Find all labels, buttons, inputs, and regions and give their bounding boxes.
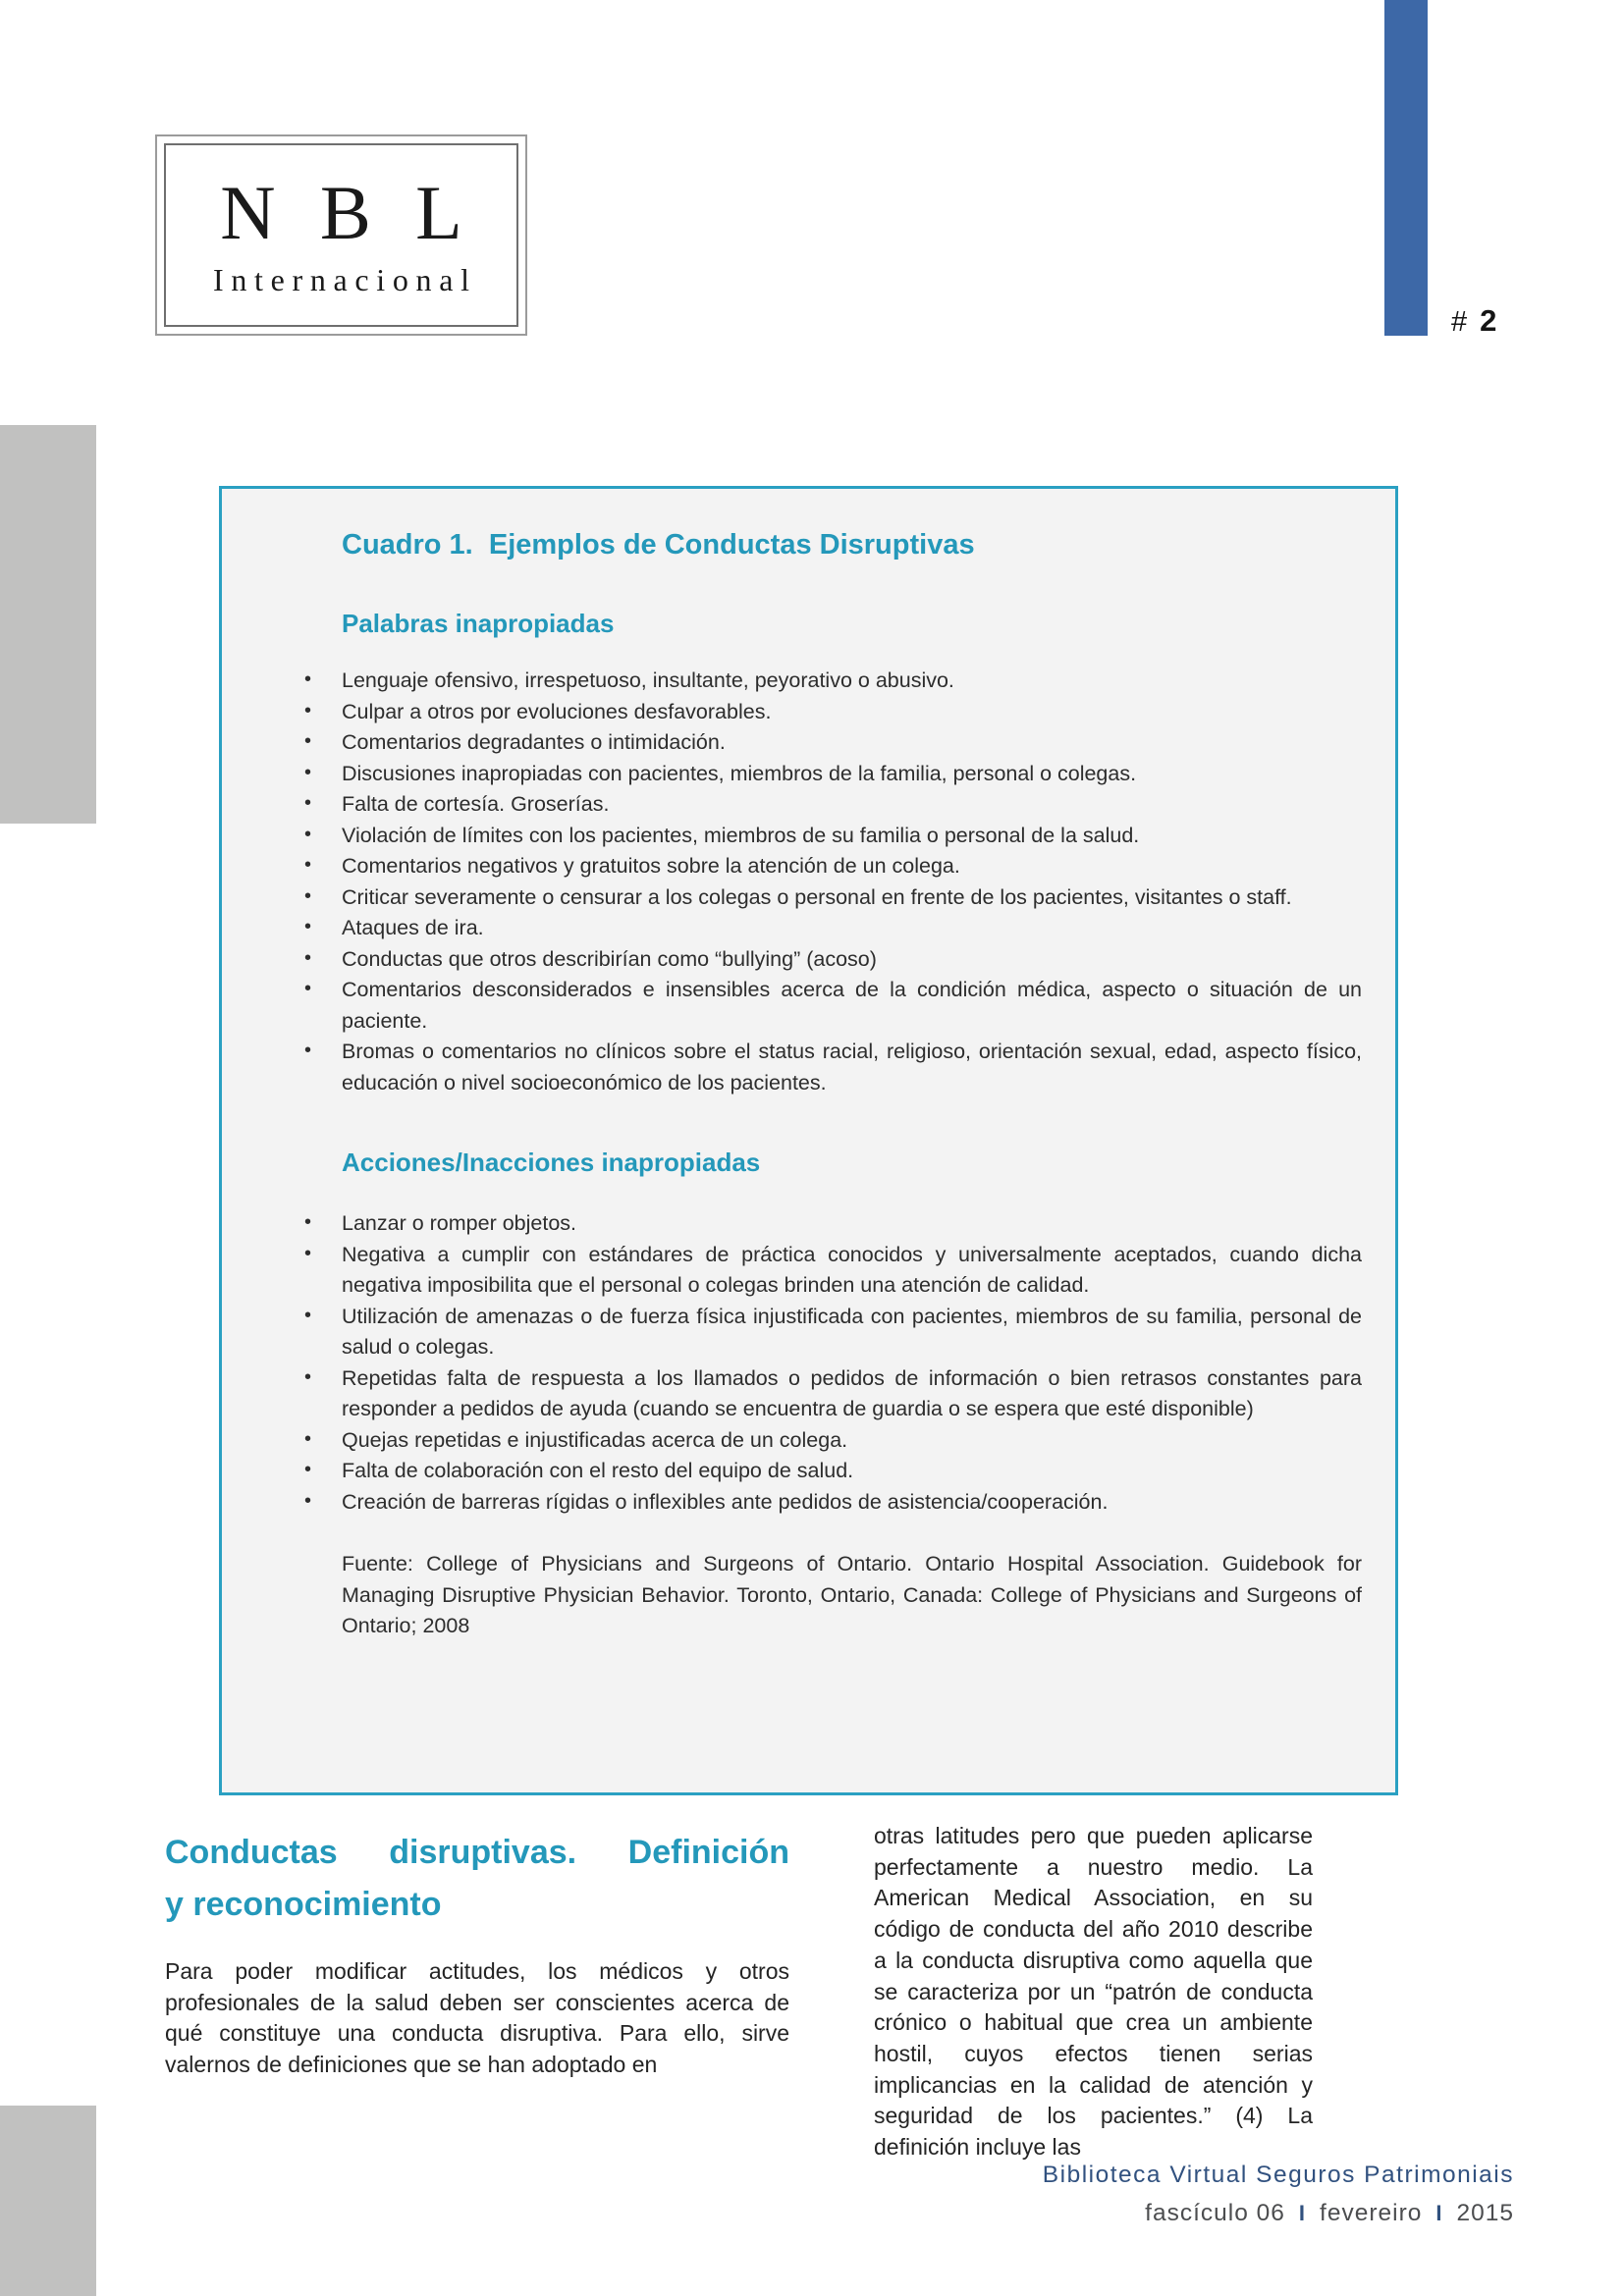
bullet-text: Comentarios negativos y gratuitos sobre la atención de un colega. [342,854,960,878]
bullet-text: Bromas o comentarios no clínicos sobre el status racial, religioso, orientación sexual, edad, aspecto físico, educación o nivel socioeconómico de los pacientes. [342,1040,1362,1095]
logo-title: NBL [220,169,507,255]
bullet-item [304,913,1362,944]
bullet-text: Ataques de ira. [342,916,484,939]
bullet-item [304,1487,1362,1519]
bullet-list-acciones [304,1208,1362,1518]
bullet-item [304,944,1362,976]
top-accent-bar [1384,0,1428,336]
bullet-list-palabras [304,666,1362,1098]
bullet-icon: • [304,1427,312,1450]
bullet-icon: • [304,1304,312,1326]
bullet-text: Quejas repetidas e injustificadas acerca de un colega. [342,1427,848,1452]
bullet-item [304,727,1362,759]
bullet-icon: • [304,699,312,721]
bullet-text: Violación de límites con los pacientes, miembros de su familia o personal de la salud. [342,823,1140,847]
bullet-text: Lanzar o romper objetos. [342,1211,577,1235]
bullet-icon: • [304,1459,312,1480]
section-heading-palabras: Palabras inapropiadas [342,609,615,638]
left-margin-bar-top [0,425,96,824]
bullet-item [304,666,1362,697]
bullet-icon: • [304,730,312,752]
bullet-item [304,1456,1362,1487]
footer-separator-icon: I [1435,2201,1443,2225]
footer-title: Biblioteca Virtual Seguros Patrimoniais [1042,2162,1514,2188]
bullet-icon: • [304,884,312,907]
article-paragraph-right: otras latitudes pero que pueden aplicarse perfectamente a nuestro medio. La American Medical Association, en su código de conducta del año 2010 describe a la conducta disruptiva como aquella que se caracteriza por un “patrón de conducta crónico o habitual que crea un ambiente hostil, cuyos efectos tienen serias implicancias en la calidad de atención y seguridad de los pacientes.” (4) La definición incluye las [874,1823,1313,2161]
bullet-text: Lenguaje ofensivo, irrespetuoso, insultante, peyorativo o abusivo. [342,668,954,692]
footer-issue-line [1043,2197,1514,2230]
bullet-text: Repetidas falta de respuesta a los llamados o pedidos de información o bien retrasos constantes para responder a pedidos de ayuda (cuando se encuentra de guardia o se espera que esté disponible) [342,1365,1362,1420]
footer-month: fevereiro [1320,2200,1423,2226]
nbl-logo-frame [164,143,518,327]
article-left-column [165,1827,789,2081]
article-heading-line1: Conductas disruptivas. Definición [165,1834,789,1871]
cuadro-title: Cuadro 1. Ejemplos de Conductas Disruptivas [342,529,975,561]
bullet-item [304,1363,1362,1425]
bullet-text: Utilización de amenazas o de fuerza física injustificada con pacientes, miembros de su familia, personal de salud o colegas. [342,1304,1362,1359]
bullet-item [304,697,1362,728]
left-margin-bar-bottom [0,2106,96,2296]
article-paragraph-left: Para poder modificar actitudes, los médicos y otros profesionales de la salud deben ser conscientes acerca de qué constituye una conducta disruptiva. Para ello, sirve valernos de definiciones que se han adoptado en [165,1958,789,2078]
bullet-text: Falta de cortesía. Groserías. [342,792,610,816]
bullet-icon: • [304,916,312,937]
bullet-item [304,821,1362,852]
bullet-icon: • [304,1211,312,1233]
section-heading-acciones: Acciones/Inacciones inapropiadas [342,1148,761,1177]
bullet-item [304,1037,1362,1098]
bullet-item [304,1302,1362,1363]
bullet-text: Criticar severamente o censurar a los colegas o personal en frente de los pacientes, visitantes o staff. [342,884,1292,909]
bullet-item [304,851,1362,882]
nbl-logo [155,134,527,336]
bullet-item [304,1425,1362,1457]
article-section [165,1821,1316,2161]
article-heading [165,1827,789,1931]
bullet-text: Culpar a otros por evoluciones desfavorables. [342,699,772,723]
bullet-icon: • [304,792,312,814]
bullet-icon: • [304,946,312,969]
bullet-icon: • [304,1040,312,1061]
bullet-icon: • [304,1489,312,1512]
bullet-text: Negativa a cumplir con estándares de práctica conocidos y universalmente aceptados, cuando dicha negativa imposibilita que el personal o colegas brinden una atención de calidad. [342,1242,1362,1297]
bullet-text: Comentarios degradantes o intimidación. [342,730,726,754]
bullet-item [304,759,1362,790]
page-number [1451,304,1496,339]
footer-fascicle: fascículo 06 [1145,2200,1285,2226]
page-number-value: 2 [1480,303,1497,338]
source-note: Fuente: College of Physicians and Surgeons of Ontario. Ontario Hospital Association. Guidebook for Managing Disruptive Physician Behavior. Toronto, Ontario, Canada: College of Physicians and Surgeons of Ontario; 2008 [342,1552,1362,1637]
page-number-hash: # [1451,306,1468,338]
bullet-icon: • [304,1242,312,1264]
bullet-icon: • [304,761,312,783]
bullet-text: Conductas que otros describirían como “bullying” (acoso) [342,946,877,971]
bullet-item [304,1208,1362,1240]
bullet-icon: • [304,978,312,999]
article-heading-line2: y reconocimiento [165,1886,442,1923]
bullet-icon: • [304,823,312,845]
footer-year: 2015 [1456,2200,1514,2226]
bullet-item [304,1240,1362,1302]
footer-separator-icon: I [1298,2201,1307,2225]
logo-subtitle: Internacional [213,261,477,297]
cuadro-box [219,486,1398,1795]
bullet-text: Falta de colaboración con el resto del equipo de salud. [342,1459,854,1482]
article-right-column [874,1821,1313,2163]
bullet-text: Creación de barreras rígidas o inflexibles ante pedidos de asistencia/cooperación. [342,1489,1109,1514]
bullet-text: Comentarios desconsiderados e insensibles acerca de la condición médica, aspecto o situación de un paciente. [342,978,1362,1033]
bullet-icon: • [304,1365,312,1388]
bullet-item [304,975,1362,1037]
page-footer [1043,2158,1514,2230]
bullet-text: Discusiones inapropiadas con pacientes, miembros de la familia, personal o colegas. [342,761,1137,785]
bullet-icon: • [304,668,312,690]
bullet-item [304,882,1362,914]
bullet-icon: • [304,854,312,876]
bullet-item [304,789,1362,821]
